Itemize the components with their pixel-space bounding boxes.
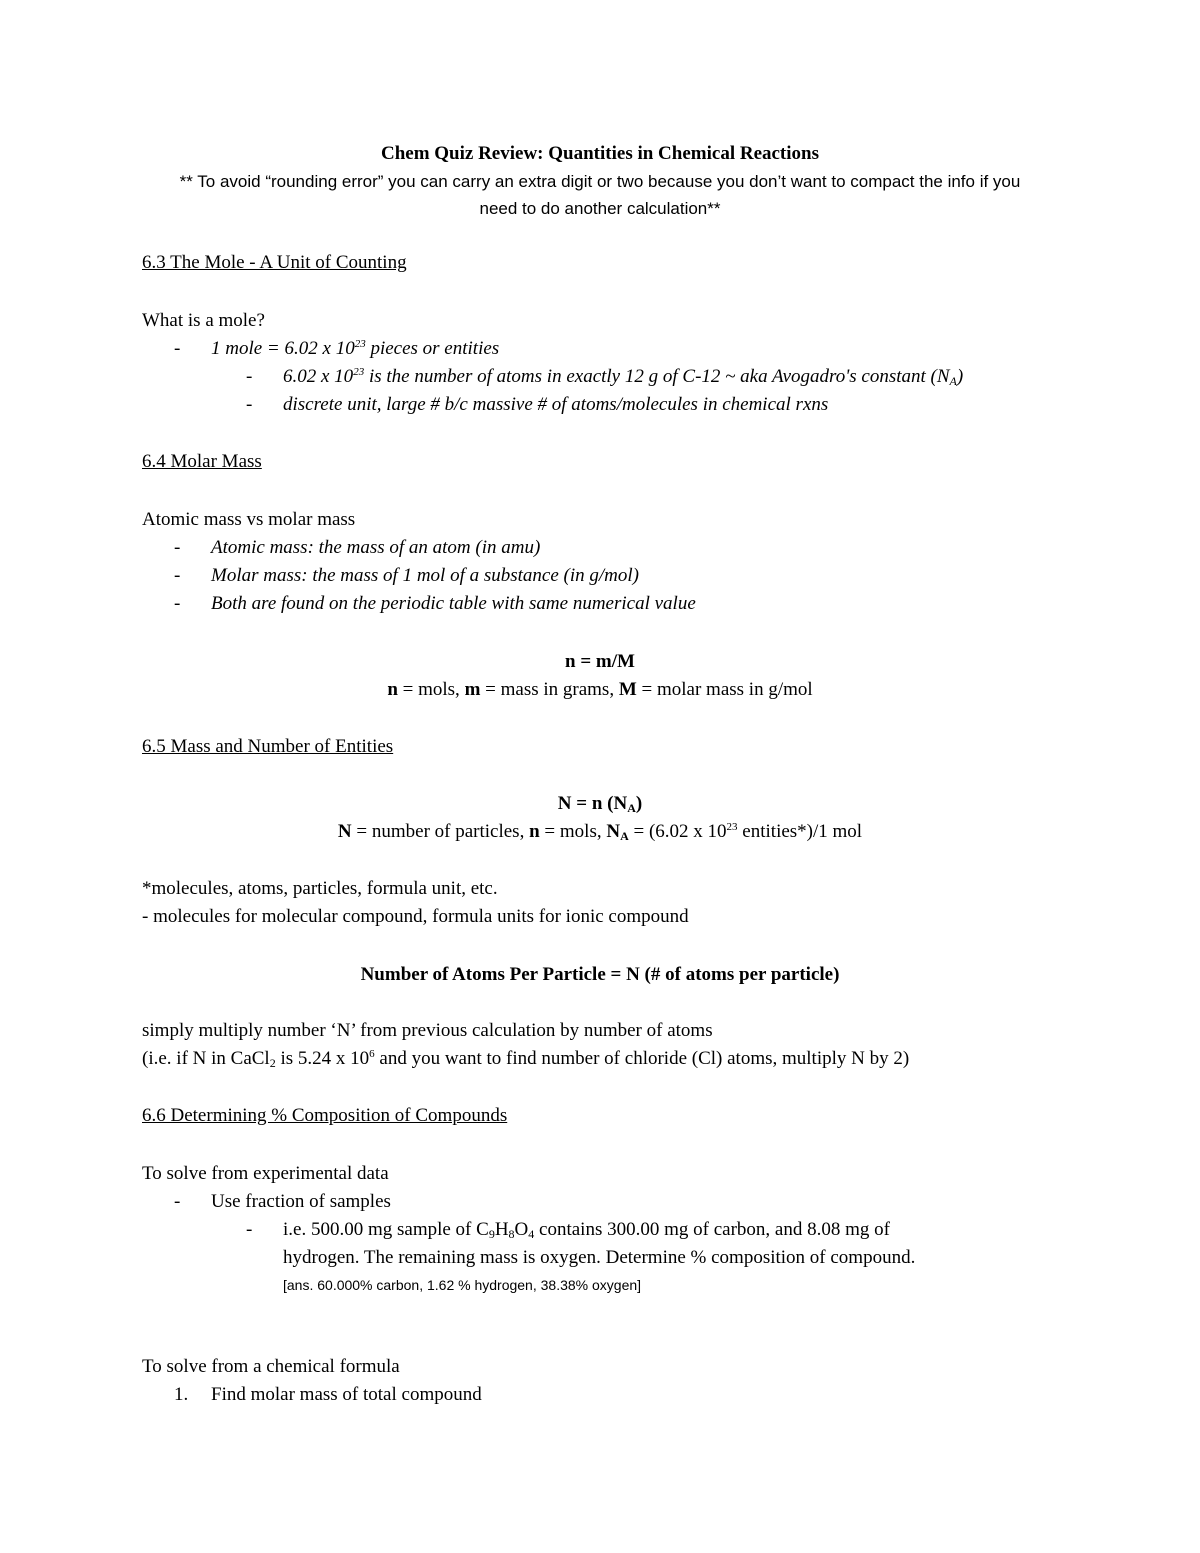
var-NA-def: = (6.02 x 10 [628, 821, 727, 842]
var-NA-exponent: 23 [726, 821, 738, 833]
discrete-unit-note: discrete unit, large # b/c massive # of atoms/molecules in chemical rxns [283, 394, 829, 415]
bullet-dash: - [174, 537, 181, 558]
section-heading-6-5: 6.5 Mass and Number of Entities [142, 736, 394, 757]
bullet-dash: - [174, 1191, 181, 1212]
section-heading-6-4: 6.4 Molar Mass [142, 451, 262, 472]
composition-example-line-1 [283, 1218, 890, 1242]
avogadro-exponent: 23 [353, 366, 365, 378]
var-N: N [337, 821, 352, 842]
bullet-dash: - [174, 338, 181, 359]
var-M-def: = molar mass in g/mol [636, 679, 813, 700]
comp-example-o: O [514, 1219, 529, 1240]
experimental-data-intro: To solve from experimental data [142, 1163, 389, 1184]
rounding-note-line-1: ** To avoid “rounding error” you can carry an extra digit or two because you don’t want to compact the info if you [179, 172, 1021, 191]
fraction-of-samples: Use fraction of samples [211, 1191, 391, 1212]
entities-footnote-1: *molecules, atoms, particles, formula unit, etc. [142, 878, 498, 899]
var-NA-subscript: A [620, 829, 629, 843]
step-1-text: Find molar mass of total compound [211, 1384, 482, 1405]
entities-formula-definitions [0, 820, 1200, 844]
mole-def-exponent: 23 [354, 338, 366, 350]
entities-formula [0, 792, 1200, 816]
example-text: (i.e. if N in CaCl [142, 1048, 270, 1069]
atoms-per-particle-example [142, 1047, 909, 1071]
section-heading-6-3: 6.3 The Mole - A Unit of Counting [142, 252, 407, 273]
entities-footnote-2: - molecules for molecular compound, formula units for ionic compound [142, 906, 689, 927]
comp-example-text: i.e. 500.00 mg sample of C [283, 1219, 489, 1240]
var-n-def: = mols, [397, 679, 465, 700]
molar-formula: n = m/M [565, 651, 635, 672]
example-text-end: and you want to find number of chloride (Cl) atoms, multiply N by 2) [374, 1048, 910, 1069]
atomic-vs-molar-intro: Atomic mass vs molar mass [142, 509, 356, 530]
step-number: 1. [174, 1384, 189, 1405]
bullet-dash: - [246, 366, 253, 387]
mole-def-text: 1 mole = 6.02 x 10 [211, 338, 355, 359]
section-heading-6-6: 6.6 Determining % Composition of Compounds [142, 1105, 508, 1126]
composition-example-line-2: hydrogen. The remaining mass is oxygen. Determine % composition of compound. [283, 1247, 916, 1268]
composition-answer: [ans. 60.000% carbon, 1.62 % hydrogen, 38.38% oxygen] [283, 1277, 642, 1293]
bullet-dash: - [246, 394, 253, 415]
entities-formula-end: ) [635, 793, 643, 814]
rounding-note-line-2: need to do another calculation** [479, 199, 721, 218]
example-text-mid: is 5.24 x 10 [275, 1048, 370, 1069]
var-NA-letter: N [606, 821, 621, 842]
var-NA-def-end: entities*)/1 mol [737, 821, 863, 842]
mole-def-text-end: pieces or entities [365, 338, 500, 359]
molar-formula-definitions [0, 678, 1200, 702]
example-exponent: 6 [369, 1048, 375, 1060]
atomic-mass-def: Atomic mass: the mass of an atom (in amu) [211, 537, 541, 558]
avogadro-text-mid: is the number of atoms in exactly 12 g of C-12 ~ aka Avogadro's constant (N [364, 366, 950, 387]
page-title: Chem Quiz Review: Quantities in Chemical Reactions [380, 143, 819, 164]
avogadro-subscript: A [949, 374, 957, 388]
avogadro-constant-note [283, 365, 963, 389]
var-n-def: = mols, [539, 821, 607, 842]
var-n: n [529, 821, 540, 842]
comp-subscript-c: 9 [488, 1227, 495, 1241]
bullet-dash: - [174, 565, 181, 586]
periodic-table-note: Both are found on the periodic table with same numerical value [211, 593, 696, 614]
comp-subscript-h: 8 [508, 1227, 515, 1241]
example-subscript: 2 [269, 1056, 276, 1070]
entities-formula-text: N = n (N [557, 793, 628, 814]
var-N-def: = number of particles, [351, 821, 530, 842]
var-m: m [464, 679, 481, 700]
comp-example-text-end: contains 300.00 mg of carbon, and 8.08 mg of [534, 1219, 890, 1240]
avogadro-text: 6.02 x 10 [283, 366, 354, 387]
chemical-formula-intro: To solve from a chemical formula [142, 1356, 400, 1377]
var-n: n [387, 679, 398, 700]
entities-formula-subscript: A [627, 801, 636, 815]
bullet-dash: - [174, 593, 181, 614]
avogadro-text-end: ) [956, 366, 964, 387]
bullet-dash: - [246, 1219, 253, 1240]
comp-subscript-o: 4 [528, 1227, 535, 1241]
atoms-per-particle-heading: Number of Atoms Per Particle = N (# of atoms per particle) [360, 964, 840, 985]
var-m-def: = mass in grams, [480, 679, 619, 700]
comp-example-h: H [494, 1219, 509, 1240]
molar-mass-def: Molar mass: the mass of 1 mol of a substance (in g/mol) [211, 565, 640, 586]
var-NA [606, 821, 628, 842]
mole-question: What is a mole? [142, 310, 265, 331]
var-M: M [618, 679, 637, 700]
mole-definition [211, 337, 499, 361]
atoms-per-particle-line-1: simply multiply number ‘N’ from previous calculation by number of atoms [142, 1020, 713, 1041]
